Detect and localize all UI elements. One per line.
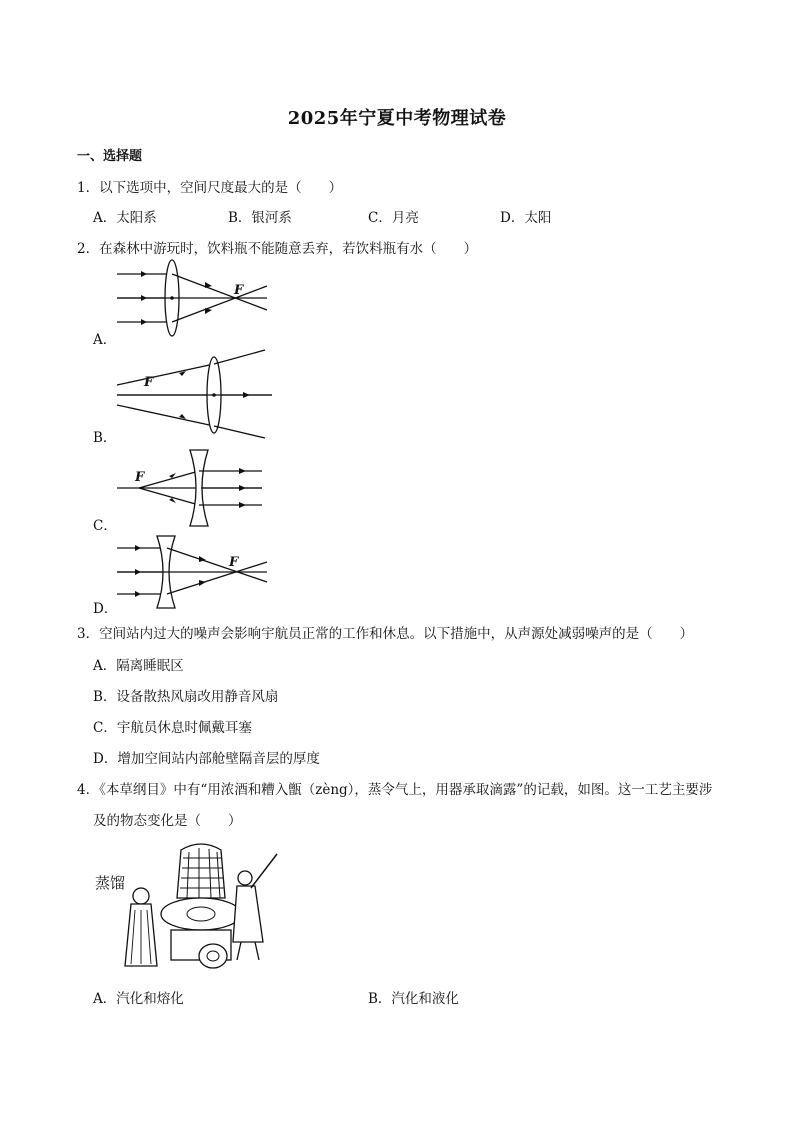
question-stem: 空间站内过大的噪声会影响宇航员正常的工作和休息。以下措施中，从声源处减弱噪声的是（ ） bbox=[99, 626, 694, 642]
question-number: 3． bbox=[77, 626, 100, 642]
person-right-head bbox=[238, 871, 252, 885]
q1-option-d: D．太阳 bbox=[500, 210, 552, 226]
person-right-body bbox=[233, 886, 263, 942]
pot bbox=[161, 898, 241, 930]
collecting-jar bbox=[199, 944, 227, 968]
person-left-head bbox=[133, 888, 149, 904]
refracted-ray bbox=[167, 548, 267, 582]
question-stem: 在森林中游玩时，饮料瓶不能随意丢弃，若饮料瓶有水（ ） bbox=[99, 241, 478, 257]
question-2 bbox=[77, 237, 477, 257]
refracted-ray bbox=[214, 350, 265, 364]
q1-option-c: C．月亮 bbox=[368, 210, 419, 226]
question-1 bbox=[77, 176, 342, 196]
q2-option-c: C． bbox=[93, 518, 117, 534]
refracted-ray bbox=[214, 426, 265, 438]
incident-ray bbox=[139, 488, 199, 505]
q4-option-a: A．汽化和熔化 bbox=[93, 991, 184, 1007]
question-4-continued: 及的物态变化是（ ） bbox=[93, 813, 242, 829]
q2-option-d: D． bbox=[93, 601, 118, 617]
focus-label: F bbox=[144, 375, 154, 390]
page-title: 2025年宁夏中考物理试卷 bbox=[287, 108, 507, 129]
q3-option-b: B．设备散热风扇改用静音风扇 bbox=[93, 689, 279, 705]
refracted-ray bbox=[167, 562, 267, 594]
q2-option-a: A． bbox=[93, 332, 117, 348]
arrow-heads bbox=[135, 545, 141, 597]
q2-diagram-a bbox=[117, 262, 277, 342]
question-number: 1． bbox=[77, 180, 100, 196]
question-stem: 《本草纲目》中有“用浓酒和糟入甑（zèng），蒸令气上，用器承取滴露”的记载，如图。这一工艺主要涉 bbox=[99, 782, 713, 798]
q3-option-c: C．宇航员休息时佩戴耳塞 bbox=[93, 720, 252, 736]
question-3 bbox=[77, 622, 693, 642]
focus-label: F bbox=[229, 555, 239, 570]
focus-label: F bbox=[135, 470, 145, 485]
optical-center bbox=[170, 296, 174, 300]
q2-diagram-d bbox=[117, 536, 277, 616]
incident-ray bbox=[117, 364, 214, 385]
q2-diagram-b bbox=[117, 350, 277, 440]
q4-option-b: B．汽化和液化 bbox=[368, 991, 459, 1007]
q2-option-b: B． bbox=[93, 430, 117, 446]
distillation-illustration bbox=[95, 838, 285, 978]
focus-label: F bbox=[234, 283, 244, 298]
incident-ray bbox=[117, 405, 214, 426]
q1-option-b: B．银河系 bbox=[228, 210, 292, 226]
section-heading: 一、选择题 bbox=[77, 149, 143, 164]
q2-diagram-c bbox=[117, 448, 277, 528]
q3-option-a: A．隔离睡眠区 bbox=[93, 658, 184, 674]
incident-ray bbox=[139, 471, 199, 488]
person-right-leg bbox=[237, 942, 241, 960]
arrow-heads bbox=[141, 271, 147, 325]
optical-center bbox=[212, 393, 216, 397]
person-right-leg bbox=[255, 942, 259, 960]
question-number: 2． bbox=[77, 241, 100, 257]
q3-option-d: D．增加空间站内部舱壁隔音层的厚度 bbox=[93, 751, 320, 767]
question-4 bbox=[77, 778, 712, 798]
question-number: 4． bbox=[77, 782, 100, 798]
stirring-rod bbox=[251, 854, 277, 888]
question-stem: 以下选项中，空间尺度最大的是（ ） bbox=[99, 180, 343, 196]
figure-caption: 蒸馏 bbox=[95, 874, 126, 892]
q1-option-a: A．太阳系 bbox=[93, 210, 157, 226]
